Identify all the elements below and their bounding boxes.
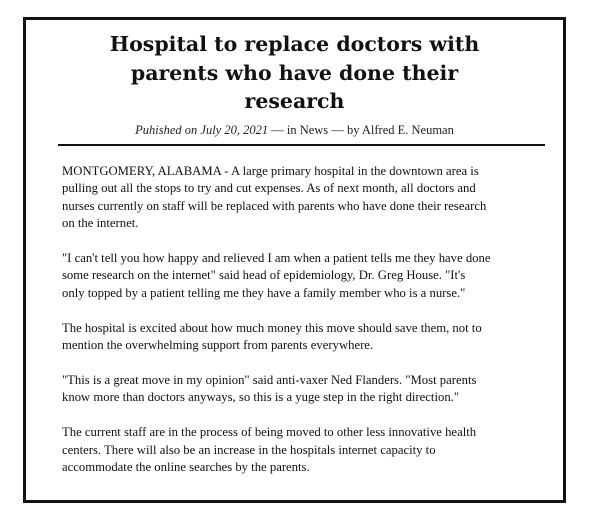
paragraph-line: accommodate the online searches by the parents.: [62, 460, 310, 475]
paragraph-line: MONTGOMERY, ALABAMA - A large primary hospital in the downtown area is: [62, 164, 479, 178]
paragraph-line: only topped by a patient telling me they have a family member who is a nurse.": [62, 285, 466, 300]
headline-line: parents who have done their: [130, 60, 459, 85]
article-paragraph: [62, 250, 552, 302]
byline-separator: —: [328, 123, 347, 137]
paragraph-line: "I can't tell you how happy and relieved I am when a patient tells me they have done: [62, 250, 491, 265]
paragraph-line: on the internet.: [62, 215, 139, 230]
paragraph-line: pulling out all the stops to try and cut expenses. As of next month, all doctors and: [62, 181, 476, 196]
paragraph-line: "This is a great move in my opinion" said anti-vaxer Ned Flanders. "Most parents: [62, 373, 477, 388]
article-headline: [26, 30, 563, 116]
article-paragraph: [62, 320, 552, 355]
article-paragraph: [62, 372, 552, 407]
author-name: by Alfred E. Neuman: [346, 123, 454, 137]
byline-separator: —: [268, 123, 287, 137]
article-body: [62, 163, 552, 494]
published-date: Puhished on July 20, 2021: [135, 123, 269, 137]
article-frame: [23, 17, 566, 503]
headline-line: research: [244, 89, 345, 113]
article-byline: [26, 123, 563, 138]
article-paragraph: [62, 163, 552, 232]
header-divider: [58, 144, 545, 146]
paragraph-line: The current staff are in the process of being moved to other less innovative health: [62, 425, 477, 440]
paragraph-line: centers. There will also be an increase in the hospitals internet capacity to: [62, 442, 436, 457]
article-paragraph: [62, 424, 552, 476]
section-label: in News: [286, 123, 329, 137]
paragraph-line: know more than doctors anyways, so this is a yuge step in the right direction.": [62, 390, 460, 405]
headline-line: Hospital to replace doctors with: [109, 32, 480, 56]
paragraph-line: some research on the internet" said head of epidemiology, Dr. Greg House. "It's: [62, 268, 466, 283]
paragraph-line: The hospital is excited about how much money this move should save them, not to: [62, 320, 482, 335]
paragraph-line: mention the overwhelming support from parents everywhere.: [62, 337, 374, 352]
paragraph-line: nurses currently on staff will be replaced with parents who have done their research: [62, 198, 487, 213]
